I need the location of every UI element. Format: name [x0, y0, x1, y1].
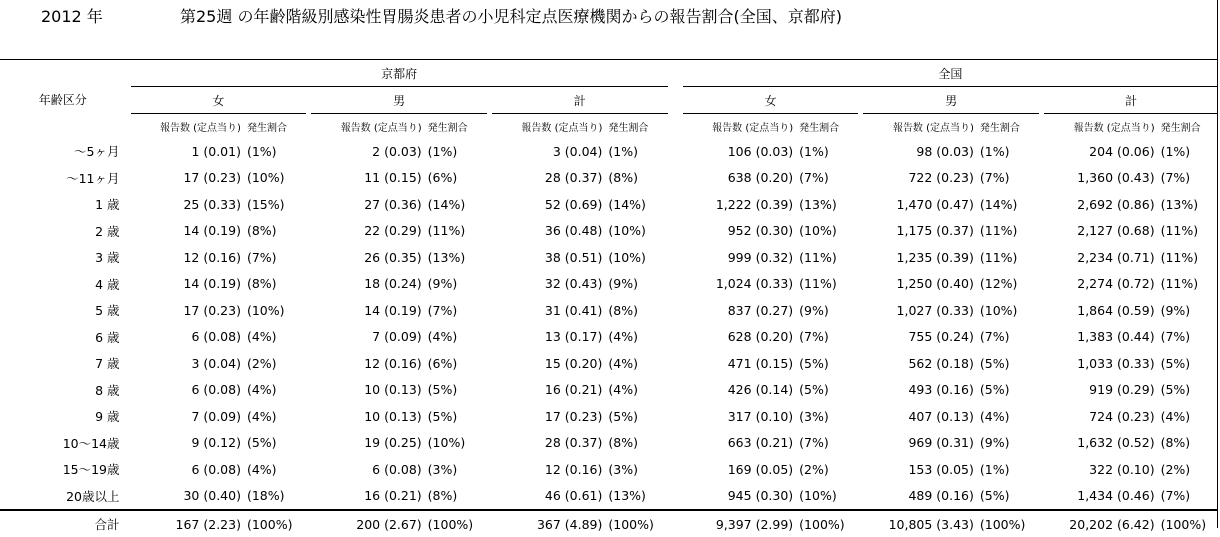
age-cell: 4 歳: [95, 276, 120, 292]
kyoto-male-count-cell: 10 (0.13): [364, 408, 422, 424]
kyoto-female-rate-cell: (18%): [246, 488, 285, 504]
kyoto-female-count-cell: 6 (0.08): [191, 329, 241, 345]
national-total-count-cell: 1,864 (0.59): [1077, 302, 1155, 318]
kyoto-total-rate-cell: (3%): [608, 461, 638, 477]
kyoto-female-rate-cell: (10%): [246, 302, 285, 318]
national-total-rate-cell: (11%): [1160, 223, 1199, 239]
kyoto-total-count-cell: 16 (0.21): [544, 382, 603, 398]
national-total-rate-cell: (9%): [1160, 302, 1191, 318]
table-row: [0, 191, 1218, 218]
kyoto-total-rate-cell: (8%): [608, 435, 638, 451]
kyoto-female-count-cell: 17 (0.23): [183, 302, 241, 318]
age-cell: ～11ヶ月: [66, 170, 120, 186]
table-row: [0, 244, 1218, 271]
kyoto-total-count-cell: 46 (0.61): [544, 488, 603, 504]
age-cell: ～5ヶ月: [74, 144, 120, 160]
header-row-sexes: [0, 87, 1218, 114]
age-cell: 2 歳: [95, 223, 120, 239]
national-male-count-cell: 489 (0.16): [908, 488, 974, 504]
kyoto-male-rate-cell: (100%): [422, 510, 487, 537]
header-row-measures: [0, 114, 1218, 139]
table-row: [0, 218, 1218, 245]
national-total-count-cell: 2,127 (0.68): [1077, 223, 1155, 239]
table-row: [0, 324, 1218, 351]
kyoto-female-rate-cell: (10%): [246, 170, 285, 186]
national-male-rate-cell: (100%): [974, 510, 1039, 537]
kyoto-female-count-cell: 7 (0.09): [191, 408, 241, 424]
kyoto-total-rate-cell: (1%): [608, 143, 638, 159]
national-total-rate-cell: (8%): [1160, 435, 1191, 451]
kyoto-male-count-cell: 7 (0.09): [372, 329, 422, 345]
national-male-count-cell: 755 (0.24): [908, 329, 974, 345]
count-header: 報告数 (定点当り): [521, 122, 603, 134]
sex-header-national-male: 男: [863, 87, 1039, 114]
national-male-count-cell: 1,470 (0.47): [896, 196, 974, 212]
table-row: [0, 138, 1218, 165]
age-cell: 20歳以上: [66, 488, 120, 504]
title-year: 2012 年: [41, 7, 103, 26]
national-total-rate-cell: (7%): [1160, 329, 1191, 345]
national-female-rate-cell: (5%): [799, 382, 829, 398]
national-male-count-cell: 493 (0.16): [908, 382, 974, 398]
national-female-count-cell: 471 (0.15): [727, 355, 794, 371]
kyoto-total-rate-cell: (4%): [608, 382, 638, 398]
total-row: [0, 510, 1218, 537]
table-row: [0, 350, 1218, 377]
kyoto-total-count-cell: 12 (0.16): [544, 461, 603, 477]
region-header-kyoto: 京都府: [131, 60, 668, 87]
kyoto-male-count-cell: 16 (0.21): [364, 488, 422, 504]
national-female-count-cell: 1,024 (0.33): [715, 276, 794, 292]
kyoto-total-count-cell: 31 (0.41): [544, 302, 603, 318]
national-male-count-cell: 153 (0.05): [908, 461, 974, 477]
national-female-count-cell: 999 (0.32): [727, 249, 794, 265]
national-total-count-cell: 1,360 (0.43): [1077, 170, 1155, 186]
kyoto-male-rate-cell: (11%): [427, 223, 466, 239]
kyoto-male-count-cell: 26 (0.35): [364, 249, 422, 265]
table-row: [0, 377, 1218, 404]
national-female-count-cell: 317 (0.10): [727, 408, 794, 424]
age-cell: 7 歳: [95, 356, 120, 372]
kyoto-male-rate-cell: (4%): [427, 329, 458, 345]
national-male-rate-cell: (4%): [979, 408, 1010, 424]
kyoto-female-count-cell: 25 (0.33): [183, 196, 241, 212]
kyoto-male-rate-cell: (14%): [427, 196, 466, 212]
national-male-count-cell: 1,027 (0.33): [896, 302, 974, 318]
national-male-rate-cell: (7%): [979, 170, 1010, 186]
national-male-rate-cell: (5%): [979, 382, 1010, 398]
national-total-rate-cell: (7%): [1160, 170, 1191, 186]
national-male-count-cell: 407 (0.13): [908, 408, 974, 424]
age-cell: 1 歳: [95, 197, 120, 213]
national-female-rate-cell: (11%): [799, 249, 837, 265]
kyoto-male-count-cell: 10 (0.13): [364, 382, 422, 398]
table-row: [0, 403, 1218, 430]
kyoto-total-rate-cell: (10%): [608, 249, 646, 265]
national-female-rate-cell: (10%): [799, 488, 837, 504]
kyoto-total-count-cell: 52 (0.69): [544, 196, 603, 212]
table-row: [0, 271, 1218, 298]
kyoto-male-count-cell: 6 (0.08): [372, 461, 422, 477]
national-female-rate-cell: (9%): [799, 302, 829, 318]
kyoto-total-count-cell: 38 (0.51): [544, 249, 603, 265]
sex-header-kyoto-total: 計: [492, 87, 668, 114]
kyoto-male-count-cell: 200 (2.67): [311, 510, 421, 537]
national-female-rate-cell: (5%): [799, 355, 829, 371]
age-cell: 9 歳: [95, 409, 120, 425]
national-female-count-cell: 169 (0.05): [727, 461, 794, 477]
kyoto-female-rate-cell: (15%): [246, 196, 285, 212]
national-total-count-cell: 2,692 (0.86): [1077, 196, 1155, 212]
count-header: 報告数 (定点当り): [712, 122, 794, 134]
kyoto-female-count-cell: 30 (0.40): [183, 488, 241, 504]
sex-header-national-total: 計: [1044, 87, 1218, 114]
kyoto-female-rate-cell: (4%): [246, 382, 277, 398]
kyoto-male-count-cell: 18 (0.24): [364, 276, 422, 292]
age-cell: 10～14歳: [62, 435, 120, 451]
kyoto-total-count-cell: 15 (0.20): [544, 355, 603, 371]
header-row-regions: [0, 60, 1218, 87]
national-male-count-cell: 562 (0.18): [908, 355, 974, 371]
rate-header: 発生割合: [427, 122, 468, 134]
national-female-count-cell: 628 (0.20): [727, 329, 794, 345]
kyoto-male-count-cell: 11 (0.15): [364, 170, 422, 186]
kyoto-male-rate-cell: (6%): [427, 355, 458, 371]
national-total-count-cell: 919 (0.29): [1089, 382, 1155, 398]
national-total-rate-cell: (11%): [1160, 276, 1199, 292]
table-row: [0, 430, 1218, 457]
national-total-rate-cell: (100%): [1155, 510, 1218, 537]
kyoto-total-rate-cell: (14%): [608, 196, 646, 212]
national-total-rate-cell: (5%): [1160, 382, 1191, 398]
report-table: [0, 59, 1218, 537]
national-total-rate-cell: (2%): [1160, 461, 1191, 477]
national-male-count-cell: 1,175 (0.37): [896, 223, 974, 239]
age-cell: 合計: [0, 510, 126, 537]
kyoto-male-count-cell: 14 (0.19): [364, 302, 422, 318]
kyoto-total-count-cell: 28 (0.37): [544, 435, 603, 451]
national-female-rate-cell: (100%): [793, 510, 858, 537]
kyoto-male-count-cell: 22 (0.29): [364, 223, 422, 239]
national-male-count-cell: 98 (0.03): [916, 143, 974, 159]
national-male-rate-cell: (11%): [979, 249, 1018, 265]
national-female-rate-cell: (13%): [799, 196, 837, 212]
kyoto-female-rate-cell: (8%): [246, 223, 277, 239]
national-male-count-cell: 969 (0.31): [908, 435, 974, 451]
national-male-rate-cell: (1%): [979, 461, 1010, 477]
kyoto-total-rate-cell: (8%): [608, 302, 638, 318]
national-female-count-cell: 837 (0.27): [727, 302, 794, 318]
kyoto-female-rate-cell: (8%): [246, 276, 277, 292]
national-male-rate-cell: (14%): [979, 196, 1018, 212]
national-total-count-cell: 322 (0.10): [1089, 461, 1155, 477]
national-male-rate-cell: (10%): [979, 302, 1018, 318]
kyoto-total-count-cell: 32 (0.43): [544, 276, 603, 292]
kyoto-female-rate-cell: (5%): [246, 435, 277, 451]
national-female-rate-cell: (1%): [799, 143, 829, 159]
kyoto-total-rate-cell: (4%): [608, 355, 638, 371]
kyoto-female-count-cell: 9 (0.12): [191, 435, 241, 451]
sex-header-kyoto-male: 男: [311, 87, 487, 114]
national-male-rate-cell: (9%): [979, 435, 1010, 451]
rate-header: 発生割合: [979, 122, 1020, 134]
national-male-count-cell: 722 (0.23): [908, 170, 974, 186]
national-female-count-cell: 638 (0.20): [727, 170, 794, 186]
national-total-rate-cell: (13%): [1160, 196, 1199, 212]
national-female-count-cell: 426 (0.14): [727, 382, 794, 398]
count-header: 報告数 (定点当り): [340, 122, 422, 134]
national-female-rate-cell: (7%): [799, 329, 829, 345]
national-female-count-cell: 9,397 (2.99): [683, 510, 793, 537]
national-male-rate-cell: (11%): [979, 223, 1018, 239]
national-female-rate-cell: (7%): [799, 435, 829, 451]
sex-header-kyoto-female: 女: [131, 87, 307, 114]
kyoto-female-rate-cell: (4%): [246, 329, 277, 345]
kyoto-male-rate-cell: (3%): [427, 461, 458, 477]
kyoto-male-count-cell: 19 (0.25): [364, 435, 422, 451]
kyoto-total-rate-cell: (13%): [608, 488, 646, 504]
national-total-rate-cell: (4%): [1160, 408, 1191, 424]
age-cell: 5 歳: [95, 303, 120, 319]
region-header-national: 全国: [683, 60, 1218, 87]
national-female-rate-cell: (2%): [799, 461, 829, 477]
kyoto-female-count-cell: 6 (0.08): [191, 461, 241, 477]
kyoto-total-rate-cell: (100%): [602, 510, 667, 537]
national-total-count-cell: 1,434 (0.46): [1077, 488, 1155, 504]
kyoto-female-count-cell: 17 (0.23): [183, 170, 241, 186]
kyoto-male-count-cell: 2 (0.03): [372, 143, 422, 159]
kyoto-male-count-cell: 12 (0.16): [364, 355, 422, 371]
table-row: [0, 483, 1218, 511]
national-female-rate-cell: (7%): [799, 170, 829, 186]
kyoto-total-rate-cell: (8%): [608, 170, 638, 186]
national-total-rate-cell: (7%): [1160, 488, 1191, 504]
kyoto-total-count-cell: 367 (4.89): [492, 510, 602, 537]
title-text: 第25週 の年齢階級別感染性胃腸炎患者の小児科定点医療機関からの報告割合(全国、京都府): [180, 7, 842, 26]
national-female-count-cell: 1,222 (0.39): [715, 196, 794, 212]
kyoto-female-rate-cell: (7%): [246, 249, 277, 265]
age-cell: 3 歳: [95, 250, 120, 266]
national-male-rate-cell: (5%): [979, 355, 1010, 371]
kyoto-male-rate-cell: (9%): [427, 276, 458, 292]
national-total-rate-cell: (5%): [1160, 355, 1191, 371]
national-female-count-cell: 106 (0.03): [727, 143, 794, 159]
kyoto-total-rate-cell: (10%): [608, 223, 646, 239]
kyoto-male-rate-cell: (8%): [427, 488, 458, 504]
kyoto-male-rate-cell: (7%): [427, 302, 458, 318]
age-cell: 15～19歳: [62, 462, 120, 478]
kyoto-female-rate-cell: (2%): [246, 355, 277, 371]
table-row: [0, 456, 1218, 483]
national-male-rate-cell: (5%): [979, 488, 1010, 504]
national-male-count-cell: 1,250 (0.40): [896, 276, 974, 292]
national-female-count-cell: 945 (0.30): [727, 488, 794, 504]
kyoto-male-rate-cell: (5%): [427, 382, 458, 398]
national-male-count-cell: 1,235 (0.39): [896, 249, 974, 265]
count-header: 報告数 (定点当り): [892, 122, 974, 134]
rate-header: 発生割合: [246, 122, 287, 134]
kyoto-total-rate-cell: (4%): [608, 329, 638, 345]
count-header: 報告数 (定点当り): [159, 122, 241, 134]
national-total-rate-cell: (1%): [1160, 143, 1191, 159]
rate-header: 発生割合: [608, 122, 649, 134]
kyoto-female-rate-cell: (1%): [246, 143, 277, 159]
kyoto-male-count-cell: 27 (0.36): [364, 196, 422, 212]
kyoto-total-rate-cell: (5%): [608, 408, 638, 424]
age-column-header: 年齢区分: [0, 60, 126, 139]
national-total-count-cell: 724 (0.23): [1089, 408, 1155, 424]
national-total-count-cell: 1,632 (0.52): [1077, 435, 1155, 451]
kyoto-male-rate-cell: (1%): [427, 143, 458, 159]
kyoto-total-count-cell: 3 (0.04): [552, 143, 603, 159]
kyoto-female-count-cell: 14 (0.19): [183, 276, 241, 292]
kyoto-female-count-cell: 14 (0.19): [183, 223, 241, 239]
kyoto-total-count-cell: 28 (0.37): [544, 170, 603, 186]
kyoto-female-rate-cell: (4%): [246, 461, 277, 477]
national-female-rate-cell: (10%): [799, 223, 837, 239]
national-female-count-cell: 952 (0.30): [727, 223, 794, 239]
count-header: 報告数 (定点当り): [1073, 122, 1155, 134]
kyoto-female-rate-cell: (4%): [246, 408, 277, 424]
age-cell: 8 歳: [95, 382, 120, 398]
kyoto-male-rate-cell: (5%): [427, 408, 458, 424]
kyoto-male-rate-cell: (10%): [427, 435, 466, 451]
table-row: [0, 297, 1218, 324]
national-female-rate-cell: (3%): [799, 408, 829, 424]
national-male-rate-cell: (1%): [979, 143, 1010, 159]
sex-header-national-female: 女: [683, 87, 859, 114]
kyoto-female-count-cell: 1 (0.01): [191, 143, 241, 159]
kyoto-male-rate-cell: (13%): [427, 249, 466, 265]
age-cell: 6 歳: [95, 329, 120, 345]
kyoto-female-count-cell: 3 (0.04): [191, 355, 241, 371]
kyoto-total-rate-cell: (9%): [608, 276, 638, 292]
national-male-rate-cell: (7%): [979, 329, 1010, 345]
table-row: [0, 165, 1218, 192]
national-total-count-cell: 1,383 (0.44): [1077, 329, 1155, 345]
national-male-rate-cell: (12%): [979, 276, 1018, 292]
national-female-rate-cell: (11%): [799, 276, 837, 292]
rate-header: 発生割合: [799, 122, 840, 134]
national-total-count-cell: 20,202 (6.42): [1044, 510, 1154, 537]
national-total-count-cell: 1,033 (0.33): [1077, 355, 1155, 371]
national-total-rate-cell: (11%): [1160, 249, 1199, 265]
rate-header: 発生割合: [1160, 122, 1201, 134]
kyoto-male-rate-cell: (6%): [427, 170, 458, 186]
kyoto-female-count-cell: 12 (0.16): [183, 249, 241, 265]
national-total-count-cell: 204 (0.06): [1089, 143, 1155, 159]
kyoto-female-count-cell: 6 (0.08): [191, 382, 241, 398]
national-male-count-cell: 10,805 (3.43): [863, 510, 973, 537]
kyoto-total-count-cell: 13 (0.17): [544, 329, 603, 345]
kyoto-total-count-cell: 36 (0.48): [544, 223, 603, 239]
kyoto-female-count-cell: 167 (2.23): [131, 510, 241, 537]
kyoto-total-count-cell: 17 (0.23): [544, 408, 603, 424]
national-total-count-cell: 2,274 (0.72): [1077, 276, 1155, 292]
national-total-count-cell: 2,234 (0.71): [1077, 249, 1155, 265]
national-female-count-cell: 663 (0.21): [727, 435, 794, 451]
kyoto-female-rate-cell: (100%): [241, 510, 306, 537]
